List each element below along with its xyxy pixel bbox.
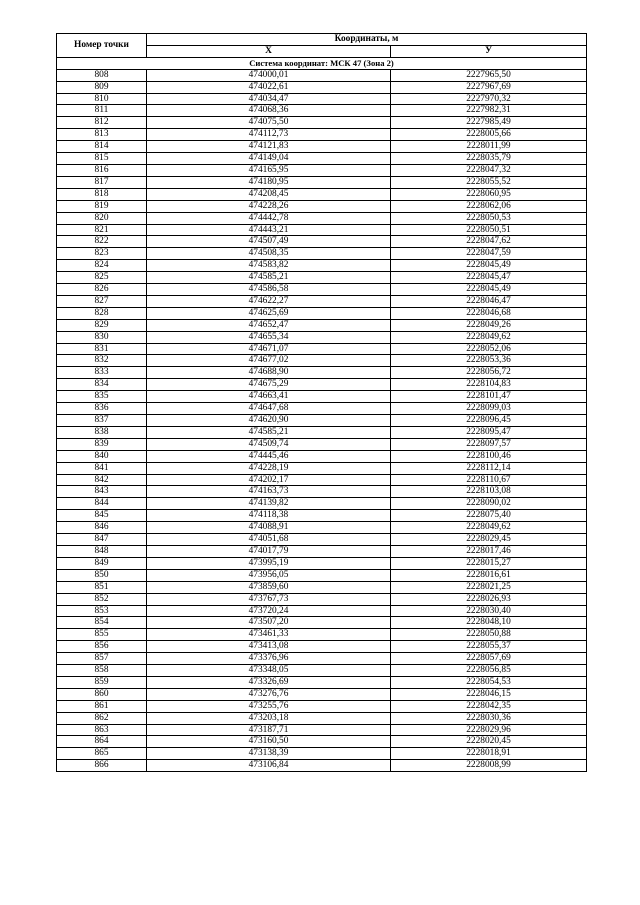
cell-y: 2228075,40 — [391, 510, 587, 522]
cell-y: 2228104,83 — [391, 379, 587, 391]
coordinates-table — [56, 33, 587, 772]
cell-point-number: 822 — [57, 236, 147, 248]
cell-x: 474075,50 — [147, 117, 391, 129]
cell-x: 473376,96 — [147, 653, 391, 665]
cell-point-number: 857 — [57, 653, 147, 665]
table-row — [57, 367, 587, 379]
cell-x: 473255,76 — [147, 700, 391, 712]
cell-point-number: 826 — [57, 284, 147, 296]
table-row — [57, 688, 587, 700]
cell-point-number: 862 — [57, 712, 147, 724]
table-row — [57, 319, 587, 331]
cell-point-number: 839 — [57, 438, 147, 450]
cell-x: 473106,84 — [147, 760, 391, 772]
cell-x: 474509,74 — [147, 438, 391, 450]
table-row — [57, 236, 587, 248]
table-row — [57, 295, 587, 307]
table-row — [57, 450, 587, 462]
cell-x: 474163,73 — [147, 486, 391, 498]
cell-y: 2228047,62 — [391, 236, 587, 248]
cell-x: 474068,36 — [147, 105, 391, 117]
table-row — [57, 260, 587, 272]
table-row — [57, 355, 587, 367]
cell-x: 474022,61 — [147, 81, 391, 93]
table-row — [57, 486, 587, 498]
cell-x: 474585,21 — [147, 272, 391, 284]
cell-point-number: 866 — [57, 760, 147, 772]
table-row — [57, 676, 587, 688]
cell-point-number: 811 — [57, 105, 147, 117]
cell-point-number: 845 — [57, 510, 147, 522]
cell-y: 2228045,47 — [391, 272, 587, 284]
cell-y: 2228018,91 — [391, 748, 587, 760]
cell-y: 2228046,68 — [391, 307, 587, 319]
table-row — [57, 665, 587, 677]
table-row — [57, 426, 587, 438]
cell-y: 2228049,26 — [391, 319, 587, 331]
cell-x: 474508,35 — [147, 248, 391, 260]
cell-x: 473859,60 — [147, 581, 391, 593]
cell-y: 2228056,85 — [391, 665, 587, 677]
cell-y: 2228045,49 — [391, 284, 587, 296]
cell-point-number: 853 — [57, 605, 147, 617]
cell-y: 2228103,08 — [391, 486, 587, 498]
cell-x: 474652,47 — [147, 319, 391, 331]
cell-x: 474228,19 — [147, 462, 391, 474]
cell-y: 2228029,45 — [391, 534, 587, 546]
table-row — [57, 760, 587, 772]
cell-point-number: 864 — [57, 736, 147, 748]
cell-x: 474121,83 — [147, 141, 391, 153]
cell-point-number: 858 — [57, 665, 147, 677]
cell-point-number: 833 — [57, 367, 147, 379]
table-row — [57, 153, 587, 165]
header-point-number: Номер точки — [57, 34, 147, 58]
cell-y: 2227967,69 — [391, 81, 587, 93]
cell-y: 2228020,45 — [391, 736, 587, 748]
cell-point-number: 829 — [57, 319, 147, 331]
cell-x: 474202,17 — [147, 474, 391, 486]
cell-y: 2228008,99 — [391, 760, 587, 772]
cell-point-number: 852 — [57, 593, 147, 605]
table-row — [57, 641, 587, 653]
table-row — [57, 593, 587, 605]
cell-x: 473956,05 — [147, 569, 391, 581]
cell-x: 474622,27 — [147, 295, 391, 307]
cell-x: 473203,18 — [147, 712, 391, 724]
table-row — [57, 224, 587, 236]
table-row — [57, 712, 587, 724]
cell-y: 2228035,79 — [391, 153, 587, 165]
cell-point-number: 861 — [57, 700, 147, 712]
cell-point-number: 817 — [57, 176, 147, 188]
cell-x: 474655,34 — [147, 331, 391, 343]
cell-point-number: 854 — [57, 617, 147, 629]
cell-point-number: 816 — [57, 164, 147, 176]
cell-x: 474445,46 — [147, 450, 391, 462]
cell-y: 2227985,49 — [391, 117, 587, 129]
cell-y: 2228055,37 — [391, 641, 587, 653]
cell-point-number: 846 — [57, 522, 147, 534]
cell-y: 2228048,10 — [391, 617, 587, 629]
cell-y: 2228050,53 — [391, 212, 587, 224]
cell-x: 474507,49 — [147, 236, 391, 248]
cell-x: 474180,95 — [147, 176, 391, 188]
cell-x: 473348,05 — [147, 665, 391, 677]
cell-y: 2228030,40 — [391, 605, 587, 617]
cell-x: 473276,76 — [147, 688, 391, 700]
cell-x: 473138,39 — [147, 748, 391, 760]
cell-y: 2228095,47 — [391, 426, 587, 438]
table-row — [57, 188, 587, 200]
cell-point-number: 820 — [57, 212, 147, 224]
cell-point-number: 843 — [57, 486, 147, 498]
cell-y: 2228050,51 — [391, 224, 587, 236]
cell-x: 474675,29 — [147, 379, 391, 391]
cell-point-number: 863 — [57, 724, 147, 736]
cell-y: 2228049,62 — [391, 522, 587, 534]
cell-point-number: 849 — [57, 557, 147, 569]
cell-point-number: 809 — [57, 81, 147, 93]
table-row — [57, 629, 587, 641]
cell-y: 2228100,46 — [391, 450, 587, 462]
table-row — [57, 724, 587, 736]
cell-y: 2228055,52 — [391, 176, 587, 188]
cell-x: 473767,73 — [147, 593, 391, 605]
table-row — [57, 81, 587, 93]
cell-point-number: 836 — [57, 403, 147, 415]
table-row — [57, 462, 587, 474]
table-row — [57, 105, 587, 117]
cell-x: 474112,73 — [147, 129, 391, 141]
cell-y: 2228062,06 — [391, 200, 587, 212]
cell-x: 474586,58 — [147, 284, 391, 296]
cell-y: 2227970,32 — [391, 93, 587, 105]
table-row — [57, 438, 587, 450]
table-row — [57, 534, 587, 546]
table-row — [57, 129, 587, 141]
table-row — [57, 403, 587, 415]
table-row — [57, 545, 587, 557]
table-row — [57, 69, 587, 81]
cell-x: 474583,82 — [147, 260, 391, 272]
cell-point-number: 828 — [57, 307, 147, 319]
cell-point-number: 860 — [57, 688, 147, 700]
cell-x: 474034,47 — [147, 93, 391, 105]
cell-y: 2228047,32 — [391, 164, 587, 176]
cell-y: 2227982,31 — [391, 105, 587, 117]
cell-point-number: 838 — [57, 426, 147, 438]
cell-y: 2228011,99 — [391, 141, 587, 153]
cell-x: 474443,21 — [147, 224, 391, 236]
table-row — [57, 736, 587, 748]
cell-y: 2228015,27 — [391, 557, 587, 569]
table-row — [57, 391, 587, 403]
cell-point-number: 850 — [57, 569, 147, 581]
cell-y: 2228050,88 — [391, 629, 587, 641]
table-row — [57, 522, 587, 534]
cell-x: 474671,07 — [147, 343, 391, 355]
cell-x: 473160,50 — [147, 736, 391, 748]
cell-x: 474585,21 — [147, 426, 391, 438]
table-row — [57, 307, 587, 319]
cell-point-number: 837 — [57, 415, 147, 427]
cell-point-number: 851 — [57, 581, 147, 593]
cell-x: 474663,41 — [147, 391, 391, 403]
cell-point-number: 847 — [57, 534, 147, 546]
cell-x: 474647,68 — [147, 403, 391, 415]
cell-point-number: 848 — [57, 545, 147, 557]
table-row — [57, 510, 587, 522]
cell-y: 2228005,66 — [391, 129, 587, 141]
cell-y: 2228090,02 — [391, 498, 587, 510]
table-row — [57, 272, 587, 284]
table-row — [57, 569, 587, 581]
cell-y: 2228046,15 — [391, 688, 587, 700]
header-y: У — [391, 45, 587, 57]
cell-x: 474620,90 — [147, 415, 391, 427]
cell-x: 473720,24 — [147, 605, 391, 617]
cell-y: 2228021,25 — [391, 581, 587, 593]
cell-x: 473995,19 — [147, 557, 391, 569]
cell-x: 474000,01 — [147, 69, 391, 81]
table-row — [57, 700, 587, 712]
table-row — [57, 93, 587, 105]
table-row — [57, 557, 587, 569]
cell-y: 2228101,47 — [391, 391, 587, 403]
cell-point-number: 813 — [57, 129, 147, 141]
cell-y: 2228046,47 — [391, 295, 587, 307]
table-row — [57, 284, 587, 296]
cell-point-number: 832 — [57, 355, 147, 367]
cell-point-number: 812 — [57, 117, 147, 129]
cell-y: 2228017,46 — [391, 545, 587, 557]
cell-y: 2228096,45 — [391, 415, 587, 427]
cell-point-number: 827 — [57, 295, 147, 307]
cell-point-number: 841 — [57, 462, 147, 474]
cell-y: 2228054,53 — [391, 676, 587, 688]
cell-y: 2228053,36 — [391, 355, 587, 367]
cell-point-number: 856 — [57, 641, 147, 653]
table-row — [57, 581, 587, 593]
coordinate-system-label: Система координат: МСК 47 (Зона 2) — [57, 57, 587, 69]
cell-point-number: 831 — [57, 343, 147, 355]
cell-x: 474677,02 — [147, 355, 391, 367]
cell-x: 474088,91 — [147, 522, 391, 534]
cell-x: 473187,71 — [147, 724, 391, 736]
table-row — [57, 415, 587, 427]
cell-y: 2228057,69 — [391, 653, 587, 665]
cell-point-number: 834 — [57, 379, 147, 391]
cell-x: 474051,68 — [147, 534, 391, 546]
cell-x: 474208,45 — [147, 188, 391, 200]
cell-point-number: 823 — [57, 248, 147, 260]
table-row — [57, 748, 587, 760]
cell-y: 2228049,62 — [391, 331, 587, 343]
cell-x: 474017,79 — [147, 545, 391, 557]
cell-y: 2228110,67 — [391, 474, 587, 486]
cell-point-number: 821 — [57, 224, 147, 236]
table-row — [57, 617, 587, 629]
cell-x: 474688,90 — [147, 367, 391, 379]
cell-y: 2228060,95 — [391, 188, 587, 200]
cell-y: 2228112,14 — [391, 462, 587, 474]
cell-point-number: 865 — [57, 748, 147, 760]
cell-x: 473326,69 — [147, 676, 391, 688]
table-row — [57, 117, 587, 129]
cell-point-number: 855 — [57, 629, 147, 641]
table-row — [57, 605, 587, 617]
cell-point-number: 830 — [57, 331, 147, 343]
cell-y: 2227965,50 — [391, 69, 587, 81]
cell-y: 2228099,03 — [391, 403, 587, 415]
cell-x: 474228,26 — [147, 200, 391, 212]
table-row — [57, 141, 587, 153]
cell-point-number: 835 — [57, 391, 147, 403]
cell-y: 2228042,35 — [391, 700, 587, 712]
cell-point-number: 824 — [57, 260, 147, 272]
cell-y: 2228029,96 — [391, 724, 587, 736]
cell-x: 474149,04 — [147, 153, 391, 165]
cell-point-number: 808 — [57, 69, 147, 81]
cell-point-number: 840 — [57, 450, 147, 462]
table-row — [57, 164, 587, 176]
cell-point-number: 844 — [57, 498, 147, 510]
cell-y: 2228045,49 — [391, 260, 587, 272]
cell-x: 474442,78 — [147, 212, 391, 224]
cell-y: 2228047,59 — [391, 248, 587, 260]
table-row — [57, 474, 587, 486]
cell-y: 2228026,93 — [391, 593, 587, 605]
cell-point-number: 842 — [57, 474, 147, 486]
cell-point-number: 815 — [57, 153, 147, 165]
cell-y: 2228097,57 — [391, 438, 587, 450]
table-row — [57, 200, 587, 212]
cell-y: 2228052,06 — [391, 343, 587, 355]
cell-x: 474625,69 — [147, 307, 391, 319]
table-row — [57, 176, 587, 188]
cell-point-number: 819 — [57, 200, 147, 212]
cell-y: 2228016,61 — [391, 569, 587, 581]
header-coordinates: Координаты, м — [147, 34, 587, 46]
table-row — [57, 379, 587, 391]
cell-x: 473461,33 — [147, 629, 391, 641]
cell-point-number: 825 — [57, 272, 147, 284]
table-row — [57, 498, 587, 510]
cell-point-number: 859 — [57, 676, 147, 688]
cell-x: 473507,20 — [147, 617, 391, 629]
cell-x: 474139,82 — [147, 498, 391, 510]
cell-point-number: 814 — [57, 141, 147, 153]
table-row — [57, 653, 587, 665]
table-row — [57, 331, 587, 343]
table-row — [57, 212, 587, 224]
cell-y: 2228056,72 — [391, 367, 587, 379]
cell-point-number: 818 — [57, 188, 147, 200]
cell-point-number: 810 — [57, 93, 147, 105]
cell-x: 474165,95 — [147, 164, 391, 176]
cell-x: 474118,38 — [147, 510, 391, 522]
header-x: X — [147, 45, 391, 57]
table-row — [57, 343, 587, 355]
table-row — [57, 248, 587, 260]
cell-x: 473413,08 — [147, 641, 391, 653]
cell-y: 2228030,36 — [391, 712, 587, 724]
